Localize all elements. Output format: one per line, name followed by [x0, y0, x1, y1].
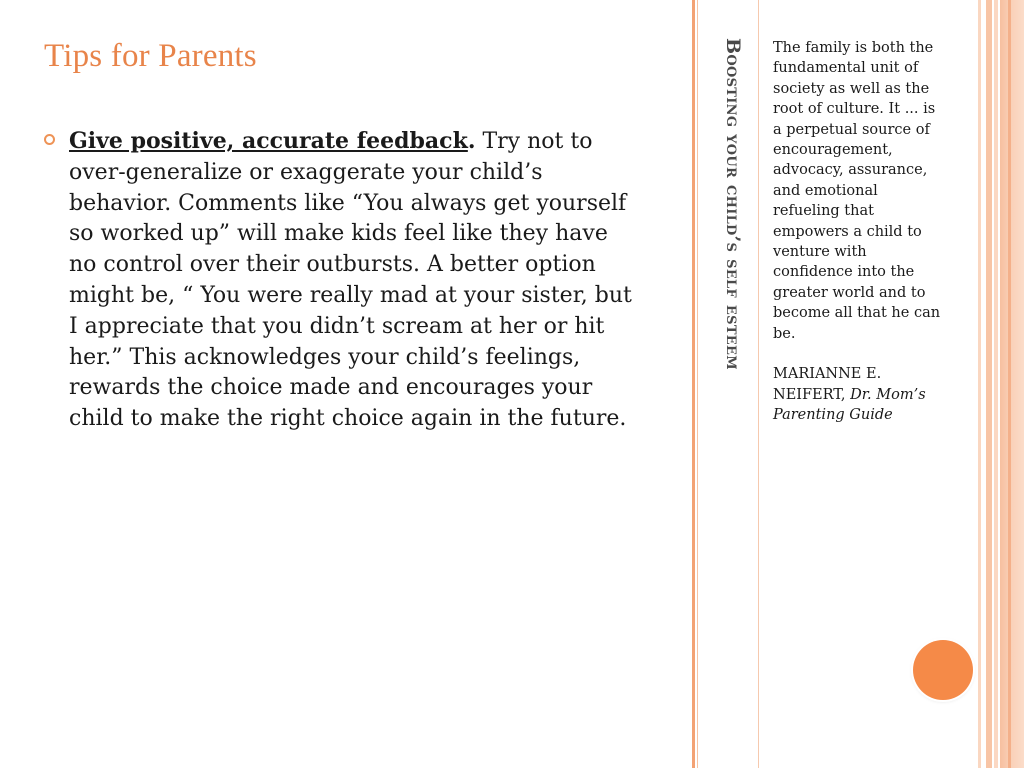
decorative-band: [978, 0, 981, 768]
ring-bullet-icon: [44, 134, 55, 145]
slide-content: [44, 126, 654, 435]
decorative-band: [1008, 0, 1011, 768]
quote-text: The family is both the fundamental unit of society as well as the root of culture. It ... is a perpetual source of encouragement, advocacy, assurance, and emotional refueling that empowers a child to venture with confidence into the greater world and to become all that he can be.: [773, 40, 941, 342]
vertical-section-title: Boosting your child’s self esteem: [722, 38, 744, 370]
bullet-text: [69, 126, 639, 435]
divider-line: [692, 0, 695, 768]
quote-author: MARIANNE E. NEIFERT,: [773, 366, 882, 403]
orange-circle-icon: [913, 640, 973, 700]
divider-line-thin: [697, 0, 698, 768]
slide-title: Tips for Parents: [44, 38, 257, 74]
bullet-body: Try not to over-generalize or exaggerate your child’s behavior. Comments like “You always get yourself so worked up” will make kids feel like they have no control over their outbursts. A better option might be, “ You were really mad at your sister, but I appreciate that you didn’t scream at her or hit her.” This acknowledges your child’s feelings, rewards the choice made and encourages your child to make the right choice again in the future.: [69, 129, 632, 432]
quote-work: Dr. Mom’s Parenting Guide: [773, 386, 926, 423]
divider-line-right: [758, 0, 759, 768]
decorative-band: [994, 0, 998, 768]
decorative-band: [986, 0, 992, 768]
quote-attribution: [773, 364, 943, 425]
decorative-band: [1000, 0, 1024, 768]
sidebar-quote: [773, 38, 943, 425]
bullet-heading-period: .: [467, 128, 476, 154]
bullet-item: [44, 126, 654, 435]
bullet-heading: Give positive, accurate feedback: [69, 128, 468, 154]
